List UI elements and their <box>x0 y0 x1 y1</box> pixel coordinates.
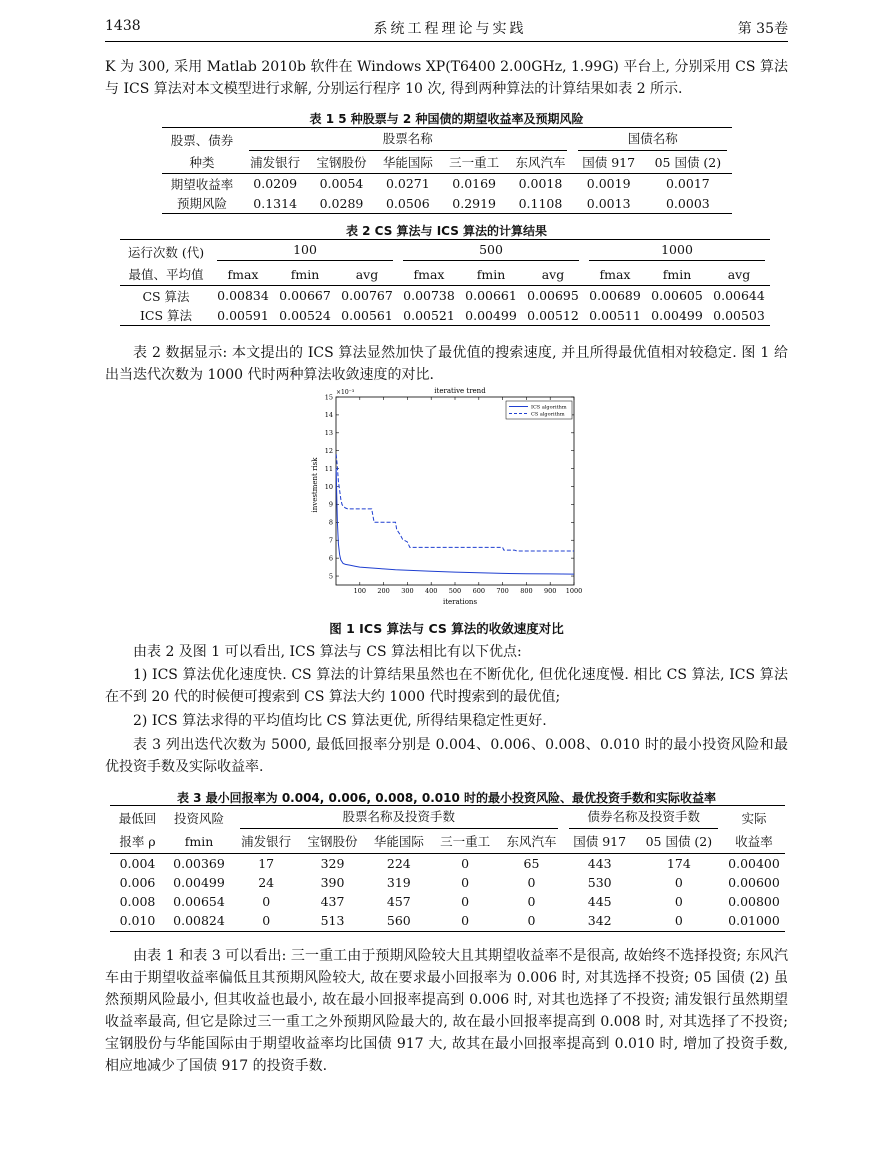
table-cell: 457 <box>386 893 411 909</box>
table-cell: 0.00738 <box>403 288 455 304</box>
x-tick-label: 300 <box>401 587 414 595</box>
table-cell: 0.00605 <box>651 288 703 304</box>
table-cell: 0.00369 <box>173 855 225 871</box>
y-tick-label: 10 <box>324 482 333 491</box>
paragraph-6: 表 3 列出迭代次数为 5000, 最低回报率分别是 0.004、0.006、0.008、0.010 时的最小投资风险和最优投资手数及实际收益率. <box>105 737 788 775</box>
table-cell: 390 <box>320 874 345 890</box>
x-tick-label: 800 <box>520 587 533 595</box>
table-cell: 0 <box>527 874 536 890</box>
table-1-col-header: 东风汽车 <box>515 155 566 171</box>
table-cell: 0.00834 <box>217 288 269 304</box>
y-tick-label: 6 <box>328 554 333 563</box>
table-cell: 0.010 <box>119 913 156 929</box>
chart-y-multiplier: ×10⁻³ <box>336 389 355 396</box>
table-2-sub-header: fmin <box>476 266 506 282</box>
paragraph-3: 由表 2 及图 1 可以看出, ICS 算法与 CS 算法相比有以下优点: <box>133 644 522 660</box>
y-tick-label: 9 <box>328 500 333 509</box>
table-cell: 0 <box>461 913 470 929</box>
plot-frame <box>336 397 574 585</box>
table-cell: 319 <box>386 874 411 890</box>
table-cell: 0.00521 <box>403 307 455 323</box>
table-cell: 0.008 <box>119 893 156 909</box>
table-2-header-stat: 最值、平均值 <box>128 267 204 283</box>
table-cell: 0.0013 <box>586 195 631 211</box>
paragraph-4: 1) ICS 算法优化速度快. CS 算法的计算结果虽然也在不断优化, 但优化速度慢. 相比 CS 算法, ICS 算法在不到 20 代的时候便可搜索到 CS 算法大约 1000 代时搜索到的最优值; <box>105 667 788 705</box>
table-cell: 0.00654 <box>173 893 225 909</box>
table-cell: 0.0271 <box>385 176 430 192</box>
table-2-row-label: CS 算法 <box>142 288 190 304</box>
table-3-sub-header: 浦发银行 <box>241 834 292 850</box>
table-3-group-bond: 债券名称及投资手数 <box>569 807 718 829</box>
table-cell: 0 <box>262 913 271 929</box>
table-cell: 0.00661 <box>465 288 517 304</box>
table-cell: 0.00499 <box>465 307 517 323</box>
table-3-sub-header: 三一重工 <box>440 834 491 850</box>
table-2-group: 1000 <box>589 242 766 261</box>
table-cell: 0.2919 <box>452 195 497 211</box>
table-row <box>110 892 785 911</box>
table-row <box>162 174 732 194</box>
table-cell: 0.00689 <box>589 288 641 304</box>
paragraph-2: 表 2 数据显示: 本文提出的 ICS 算法显然加快了最优值的搜索速度, 并且所得最优值相对较稳定. 图 1 给出当迭代次数为 1000 代时两种算法收敛速度的对比. <box>105 345 788 383</box>
table-1 <box>162 127 732 214</box>
table-3-sub-header: 东风汽车 <box>506 834 557 850</box>
x-tick-label: 1000 <box>565 587 583 595</box>
table-row <box>110 911 785 932</box>
table-2-group: 500 <box>403 242 580 261</box>
table-row <box>120 306 770 326</box>
table-cell: 0.0003 <box>665 195 710 211</box>
table-cell: 0 <box>461 893 470 909</box>
table-cell: 0.01000 <box>728 913 780 929</box>
table-cell: 0 <box>461 874 470 890</box>
table-2-sub-header: fmin <box>290 266 320 282</box>
table-cell: 0.0017 <box>665 176 710 192</box>
x-tick-label: 700 <box>496 587 509 595</box>
table-2-sub-header: fmax <box>599 266 631 282</box>
table-cell: 0.00591 <box>217 307 269 323</box>
table-cell: 0.00644 <box>713 288 765 304</box>
table-3-sub-header: 收益率 <box>735 834 773 850</box>
chart-y-axis-label: investment risk <box>311 457 319 513</box>
table-cell: 0.00800 <box>728 893 780 909</box>
table-cell: 530 <box>587 874 612 890</box>
table-3-sub-header: 宝钢股份 <box>307 834 358 850</box>
y-tick-label: 13 <box>324 429 333 438</box>
table-cell: 0 <box>262 893 271 909</box>
table-2-sub-header: fmax <box>227 266 259 282</box>
table-1-col-header: 宝钢股份 <box>316 155 367 171</box>
table-cell: 0.00511 <box>589 307 641 323</box>
table-1-caption: 表 1 5 种股票与 2 种国债的期望收益率及预期风险 <box>309 112 584 126</box>
table-row <box>162 194 732 214</box>
table-1-col-header: 三一重工 <box>449 155 500 171</box>
table-cell: 0 <box>674 874 683 890</box>
table-cell: 24 <box>258 874 275 890</box>
table-cell: 0 <box>674 893 683 909</box>
paragraph-5: 2) ICS 算法求得的平均值均比 CS 算法更优, 所得结果稳定性更好. <box>133 713 547 729</box>
table-cell: 0.1314 <box>253 195 298 211</box>
x-tick-label: 200 <box>377 587 390 595</box>
table-3-sub-header: 05 国债 (2) <box>645 834 713 850</box>
table-cell: 0.00499 <box>651 307 703 323</box>
table-2-sub-header: avg <box>355 266 379 282</box>
table-cell: 0 <box>461 855 470 871</box>
page-number: 1438 <box>105 18 141 34</box>
table-cell: 342 <box>587 913 612 929</box>
table-2-caption: 表 2 CS 算法与 ICS 算法的计算结果 <box>345 224 548 238</box>
legend-label: CS algorithm <box>531 411 565 418</box>
table-1-group-stock: 股票名称 <box>249 129 567 151</box>
table-cell: 0.00561 <box>341 307 393 323</box>
table-1-header-left: 股票、债券 <box>170 132 234 148</box>
table-1-header-kind: 种类 <box>189 155 215 171</box>
table-1-col-header: 05 国债 (2) <box>654 155 722 171</box>
table-cell: 437 <box>320 893 345 909</box>
chart-title: iterative trend <box>434 387 486 395</box>
table-cell: 0.00499 <box>173 874 225 890</box>
table-cell: 0.0054 <box>319 176 364 192</box>
table-cell: 0.00600 <box>728 874 780 890</box>
chart-x-axis-label: iterations <box>442 598 478 606</box>
table-2-row-label: ICS 算法 <box>139 308 193 324</box>
table-3 <box>110 805 785 932</box>
table-3-header: 最低回 <box>118 810 157 826</box>
table-1-group-bond: 国债名称 <box>578 129 727 151</box>
table-cell: 445 <box>587 893 612 909</box>
x-tick-label: 500 <box>448 587 462 595</box>
table-3-header: 投资风险 <box>173 810 224 826</box>
table-cell: 329 <box>320 855 345 871</box>
table-cell: 0.00524 <box>279 307 331 323</box>
table-cell: 560 <box>386 913 411 929</box>
table-2-sub-header: avg <box>541 266 565 282</box>
table-cell: 0.1108 <box>518 195 563 211</box>
y-tick-label: 7 <box>328 536 333 545</box>
table-cell: 0.0209 <box>253 176 298 192</box>
y-tick-label: 11 <box>324 464 333 473</box>
table-cell: 0.006 <box>119 874 156 890</box>
table-cell: 0.0018 <box>518 176 563 192</box>
header-rule <box>105 41 788 42</box>
table-cell: 174 <box>666 855 691 871</box>
table-cell: 224 <box>386 855 411 871</box>
table-cell: 0.00767 <box>341 288 393 304</box>
table-cell: 0.0289 <box>319 195 364 211</box>
table-cell: 513 <box>320 913 345 929</box>
journal-title: 系统工程理论与实践 <box>373 21 527 37</box>
table-3-sub-header: 报率 ρ <box>119 834 156 850</box>
table-cell: 0.0169 <box>452 176 497 192</box>
x-tick-label: 600 <box>472 587 486 595</box>
table-1-col-header: 华能国际 <box>382 155 433 171</box>
y-tick-label: 15 <box>324 393 333 402</box>
table-cell: 17 <box>258 855 275 871</box>
y-tick-label: 14 <box>324 411 333 420</box>
table-3-header: 实际 <box>741 810 767 826</box>
table-2-sub-header: fmin <box>662 266 692 282</box>
table-cell: 443 <box>587 855 612 871</box>
y-tick-label: 12 <box>324 447 333 456</box>
table-cell: 0.00824 <box>173 913 225 929</box>
table-cell: 0.00512 <box>527 307 579 323</box>
table-cell: 0.0506 <box>385 195 430 211</box>
x-tick-label: 900 <box>543 587 557 595</box>
legend-label: ICS algorithm <box>531 404 567 411</box>
figure-1-caption: 图 1 ICS 算法与 CS 算法的收敛速度对比 <box>329 621 564 636</box>
table-cell: 65 <box>523 855 540 871</box>
table-row <box>110 873 785 892</box>
table-row <box>110 854 785 873</box>
series-line-ics <box>336 469 574 574</box>
series-line-cs <box>336 454 574 551</box>
table-2-sub-header: avg <box>727 266 751 282</box>
table-3-group-stock: 股票名称及投资手数 <box>240 807 558 829</box>
table-3-sub-header: 华能国际 <box>373 834 424 850</box>
x-tick-label: 100 <box>353 587 367 595</box>
table-cell: 0.00503 <box>713 307 765 323</box>
table-row <box>120 286 770 306</box>
paragraph-7: 由表 1 和表 3 可以看出: 三一重工由于预期风险较大且其期望收益率不是很高, 故始终不选择投资; 东风汽车由于期望收益率偏低且其预期风险较大, 故在要求最小回报率为 0.006 时, 对其选择不投资; 05 国债 (2) 虽然预期风险最小, 但其收益也最小, 故在最小回报率提高到 0.006 时, 对其也选择了不投资; 浦发银行虽然期望收益率最高, 但它是除过三一重工之外预期风险最大的, 故在最小回报率提高到 0.008 时, 对其选择了不投资; 宝钢股份与华能国际由于期望收益率均比国债 917 大, 故其在最小回报率提高到 0.010 时, 增加了投资手数, 相应地减少了国债 917 的投资手数. <box>105 948 788 1074</box>
paragraph-1: K 为 300, 采用 Matlab 2010b 软件在 Windows XP(T6400 2.00GHz, 1.99G) 平台上, 分别采用 CS 算法与 ICS 算法对本文模型进行求解, 分别运行程序 10 次, 得到两种算法的计算结果如表 2 所示. <box>105 59 788 97</box>
table-2-group: 100 <box>217 242 394 261</box>
table-2-header-left: 运行次数 (代) <box>127 244 205 260</box>
table-1-col-header: 国债 917 <box>582 155 636 171</box>
y-tick-label: 5 <box>328 572 333 581</box>
table-cell: 0.00400 <box>728 855 780 871</box>
table-cell: 0 <box>674 913 683 929</box>
table-cell: 0.004 <box>119 855 156 871</box>
table-1-col-header: 浦发银行 <box>250 155 301 171</box>
x-tick-label: 400 <box>424 587 438 595</box>
table-1-row-label: 期望收益率 <box>170 176 234 192</box>
table-3-sub-header: 国债 917 <box>573 834 627 850</box>
table-cell: 0.0019 <box>586 176 631 192</box>
volume-label: 第 35卷 <box>737 21 788 37</box>
y-tick-label: 8 <box>328 518 333 527</box>
table-1-row-label: 预期风险 <box>176 196 227 212</box>
chart-legend <box>506 401 572 419</box>
table-2-sub-header: fmax <box>413 266 445 282</box>
table-cell: 0.00695 <box>527 288 579 304</box>
table-3-sub-header: fmin <box>184 833 214 849</box>
table-cell: 0.00667 <box>279 288 331 304</box>
table-2 <box>120 239 770 326</box>
table-cell: 0 <box>527 913 536 929</box>
convergence-chart <box>300 385 590 607</box>
table-cell: 0 <box>527 893 536 909</box>
table-3-caption: 表 3 最小回报率为 0.004, 0.006, 0.008, 0.010 时的最小投资风险、最优投资手数和实际收益率 <box>176 791 717 805</box>
